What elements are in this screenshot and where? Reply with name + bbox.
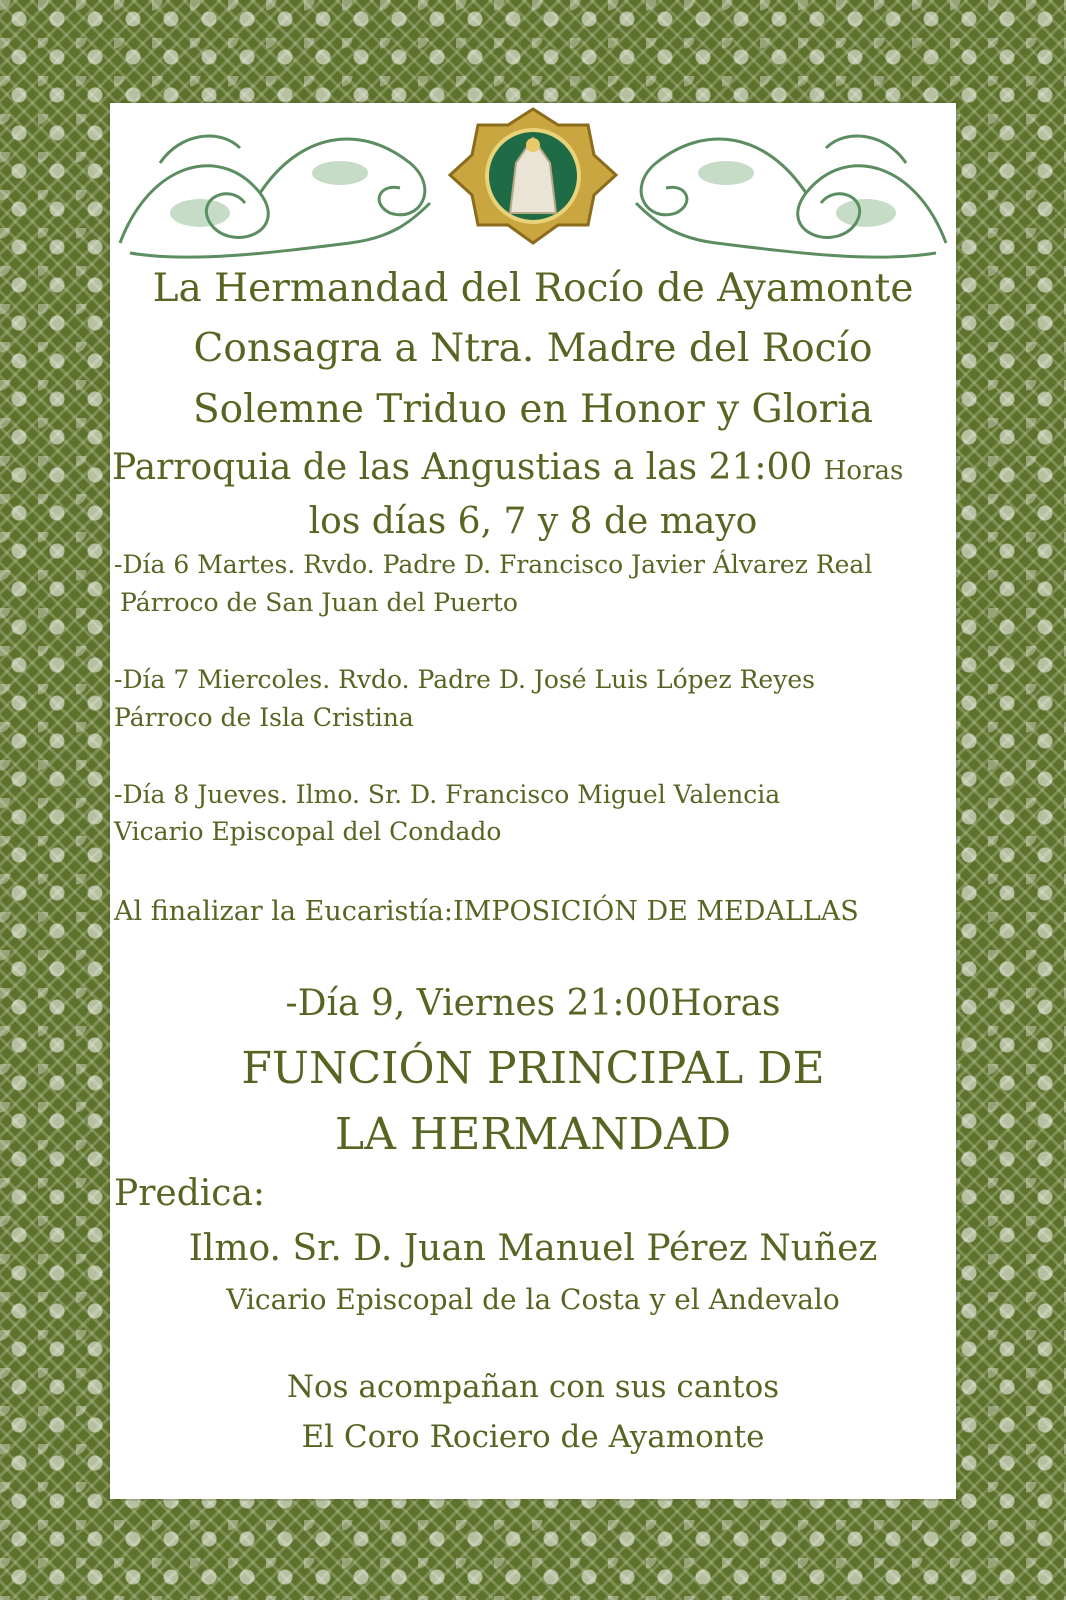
day-6-preacher: -Día 6 Martes. Rvdo. Padre D. Francisco Javier Álvarez Real xyxy=(114,550,873,579)
ornamental-header xyxy=(110,103,956,268)
predica-name: Ilmo. Sr. D. Juan Manuel Pérez Nuñez xyxy=(188,1228,878,1269)
medallas-note: Al finalizar la Eucaristía:IMPOSICIÓN DE MEDALLAS xyxy=(114,896,859,927)
day-7-preacher: -Día 7 Miercoles. Rvdo. Padre D. José Luis López Reyes xyxy=(114,665,815,694)
funcion-day: -Día 9, Viernes 21:00Horas xyxy=(285,983,781,1024)
funcion-title-line2: LA HERMANDAD xyxy=(334,1109,732,1160)
day-8-preacher: -Día 8 Jueves. Ilmo. Sr. D. Francisco Miguel Valencia xyxy=(114,780,781,809)
virgin-medallion-icon xyxy=(450,109,616,243)
header-line-dates: los días 6, 7 y 8 de mayo xyxy=(308,501,758,542)
header-line-hermandad: La Hermandad del Rocío de Ayamonte xyxy=(152,266,914,311)
coro-line2: El Coro Rociero de Ayamonte xyxy=(301,1419,765,1455)
horas-suffix: Horas xyxy=(823,456,904,486)
header-line-parroquia xyxy=(112,447,903,488)
predica-label: Predica: xyxy=(114,1173,266,1214)
poster-panel xyxy=(110,103,956,1499)
predica-role: Vicario Episcopal de la Costa y el Andevalo xyxy=(226,1283,840,1316)
header-line-triduo: Solemne Triduo en Honor y Gloria xyxy=(192,387,874,432)
parroquia-text: Parroquia de las Angustias a las 21:00 xyxy=(112,447,813,488)
header-line-consagra: Consagra a Ntra. Madre del Rocío xyxy=(193,326,873,371)
day-8-role: Vicario Episcopal del Condado xyxy=(114,817,502,846)
coro-line1: Nos acompañan con sus cantos xyxy=(286,1369,780,1405)
day-6-role: Párroco de San Juan del Puerto xyxy=(120,588,518,617)
funcion-title-line1: FUNCIÓN PRINCIPAL DE xyxy=(241,1043,825,1094)
day-7-role: Párroco de Isla Cristina xyxy=(114,703,414,732)
